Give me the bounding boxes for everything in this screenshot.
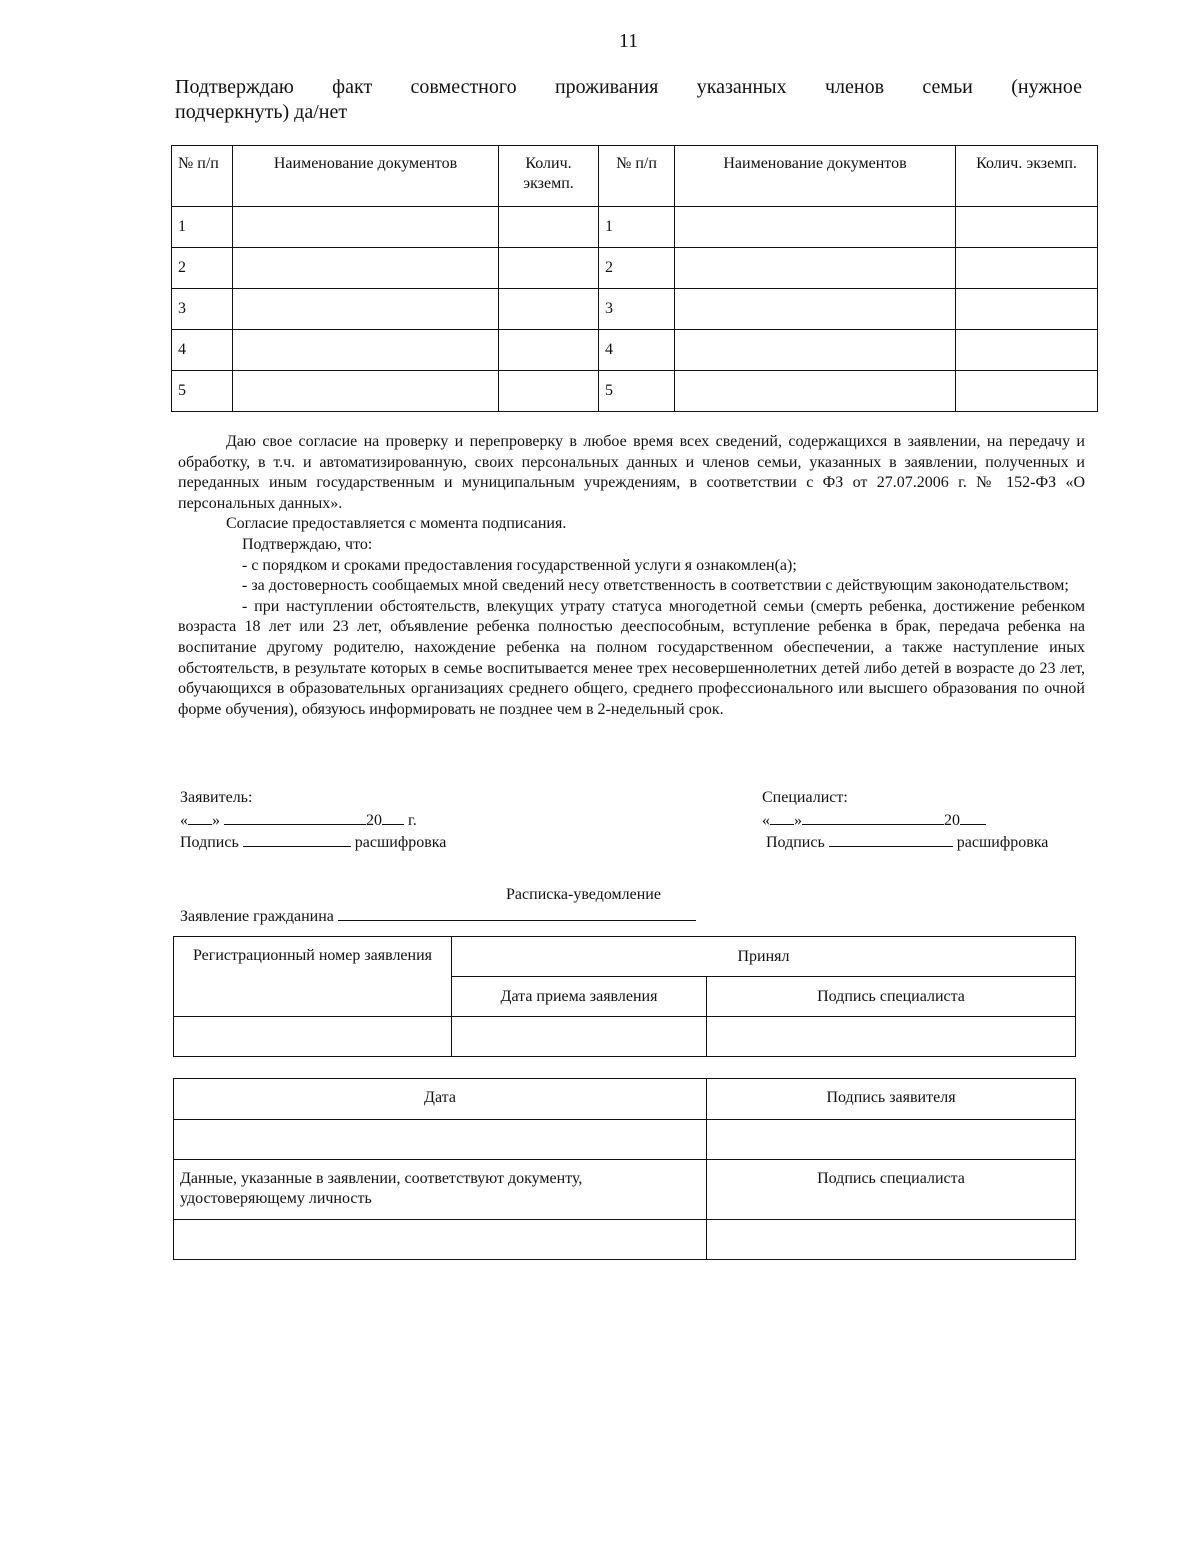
doc-name-cell[interactable] (233, 330, 499, 371)
data-match-cell[interactable] (174, 1220, 707, 1260)
specialist-signature-cell[interactable] (707, 1220, 1076, 1260)
row-number: 1 (172, 207, 233, 248)
specialist-signature-line (762, 831, 1048, 854)
receipt-title: Расписка-уведомление (506, 886, 661, 903)
year-prefix: 20 (944, 811, 960, 829)
doc-name-cell[interactable] (233, 371, 499, 412)
col-doc-name-header-2: Наименование документов (675, 146, 956, 207)
doc-name-cell[interactable] (233, 248, 499, 289)
specialist-title: Специалист: (762, 789, 848, 806)
copies-cell[interactable] (499, 371, 599, 412)
specialist-signature-cell[interactable] (707, 1017, 1076, 1057)
consent-start-note: Согласие предоставляется с момента подписания. (226, 515, 567, 533)
table-row (172, 207, 1098, 248)
signature-field[interactable] (243, 831, 351, 847)
cohabitation-confirm-text-cont: подчеркнуть) да/нет (175, 101, 348, 123)
col-copies-header: Колич. экземп. (499, 146, 599, 207)
applicant-signature-block (180, 788, 446, 854)
applicant-title: Заявитель: (180, 789, 253, 806)
date-header: Дата (174, 1079, 707, 1120)
table-row (172, 289, 1098, 330)
row-number: 3 (599, 289, 675, 330)
signature-field[interactable] (829, 831, 953, 847)
row-number: 3 (172, 289, 233, 330)
doc-name-cell[interactable] (675, 207, 956, 248)
decode-label: расшифровка (354, 834, 447, 851)
documents-table-header (172, 146, 1098, 207)
applicant-signature-header: Подпись заявителя (707, 1079, 1076, 1120)
consent-section (178, 432, 1085, 720)
quote-open: « (762, 811, 770, 829)
date-signature-table (173, 1078, 1076, 1260)
copies-cell[interactable] (499, 248, 599, 289)
cohabitation-confirm-text: Подтверждаю факт совместного проживания указанных членов семьи (нужное (175, 76, 1082, 98)
col-copies-header-2: Колич. экземп. (956, 146, 1098, 207)
row-number: 2 (599, 248, 675, 289)
citizen-application-line (180, 905, 696, 926)
row-number: 4 (599, 330, 675, 371)
consent-paragraph: Даю свое согласие на проверку и перепроверку в любое время всех сведений, содержащихся в заявлении, на передачу и обработку, в т.ч. и автоматизированную, своих персональных данных и членов семьи, указанных в заявлении, полученных и переданных иным государственным и муниципальным учреждениям, в соответствии с ФЗ от 27.07.2006 г. № 152-ФЗ «О персональных данных». (178, 433, 1085, 512)
copies-cell[interactable] (499, 289, 599, 330)
confirm-item-responsibility: - за достоверность сообщаемых мной сведений несу ответственность в соответствии с действующим законодательством; (242, 577, 1069, 595)
copies-cell[interactable] (956, 248, 1098, 289)
quote-close: » (794, 811, 802, 829)
date-received-header: Дата приема заявления (452, 977, 707, 1017)
reg-number-header: Регистрационный номер заявления (174, 937, 452, 1017)
date-received-cell[interactable] (452, 1017, 707, 1057)
registration-table (173, 936, 1076, 1057)
confirm-intro: Подтверждаю, что: (242, 535, 373, 553)
copies-cell[interactable] (499, 207, 599, 248)
row-number: 5 (599, 371, 675, 412)
table-row (172, 248, 1098, 289)
col-number-header-2: № п/п (599, 146, 675, 207)
applicant-signature-line (180, 831, 446, 854)
decode-label: расшифровка (956, 834, 1049, 851)
doc-name-cell[interactable] (675, 330, 956, 371)
month-field[interactable] (802, 809, 944, 825)
reg-number-cell[interactable] (174, 1017, 452, 1057)
table-row (172, 371, 1098, 412)
doc-name-cell[interactable] (675, 248, 956, 289)
row-number: 2 (172, 248, 233, 289)
table-row (172, 330, 1098, 371)
citizen-label: Заявление гражданина (180, 908, 334, 925)
confirm-item-notify: - при наступлении обстоятельств, влекущих утрату статуса многодетной семьи (смерть ребенка, достижение ребенком возраста 18 лет или 23 лет, объявление ребенка полностью дееспособным, вступление ребенка в брак, передача ребенка на воспитание другому родителю, нахождение ребенка на полном государственном обеспечении, а также наступление иных обстоятельств, в результате которых в семье воспитывается менее трех несовершеннолетних детей либо детей в возрасте до 23 лет, обучающихся в образовательных организациях среднего общего, среднего профессионального или высшего образования по очной форме обучения), обязуюсь информировать не позднее чем в 2-недельный срок. (178, 597, 1085, 718)
year-suffix: г. (408, 811, 417, 829)
row-number: 1 (599, 207, 675, 248)
accepted-header: Принял (452, 937, 1076, 977)
specialist-signature-block (762, 788, 1048, 854)
specialist-signature-header: Подпись специалиста (707, 1160, 1076, 1220)
day-field[interactable] (770, 809, 794, 825)
year-prefix: 20 (366, 811, 382, 829)
confirm-item-procedure: - с порядком и сроками предоставления государственной услуги я ознакомлен(а); (242, 556, 797, 574)
copies-cell[interactable] (956, 289, 1098, 330)
copies-cell[interactable] (956, 330, 1098, 371)
documents-table (171, 145, 1098, 412)
copies-cell[interactable] (956, 207, 1098, 248)
signature-label: Подпись (180, 834, 239, 851)
date-cell[interactable] (174, 1120, 707, 1160)
year-field[interactable] (382, 809, 404, 825)
col-number-header: № п/п (172, 146, 233, 207)
col-doc-name-header: Наименование документов (233, 146, 499, 207)
year-field[interactable] (960, 809, 986, 825)
applicant-signature-cell[interactable] (707, 1120, 1076, 1160)
month-field[interactable] (224, 809, 366, 825)
page-number: 11 (618, 30, 639, 52)
copies-cell[interactable] (956, 371, 1098, 412)
day-field[interactable] (188, 809, 212, 825)
doc-name-cell[interactable] (233, 207, 499, 248)
copies-cell[interactable] (499, 330, 599, 371)
data-match-statement: Данные, указанные в заявлении, соответствуют документу, удостоверяющему личность (174, 1160, 707, 1220)
row-number: 4 (172, 330, 233, 371)
applicant-date-line (180, 809, 446, 832)
doc-name-cell[interactable] (675, 371, 956, 412)
quote-close: » (212, 811, 220, 829)
quote-open: « (180, 811, 188, 829)
citizen-name-field[interactable] (338, 905, 696, 921)
row-number: 5 (172, 371, 233, 412)
signature-label: Подпись (766, 834, 825, 851)
doc-name-cell[interactable] (233, 289, 499, 330)
doc-name-cell[interactable] (675, 289, 956, 330)
specialist-signature-header: Подпись специалиста (707, 977, 1076, 1017)
specialist-date-line (762, 809, 1048, 832)
